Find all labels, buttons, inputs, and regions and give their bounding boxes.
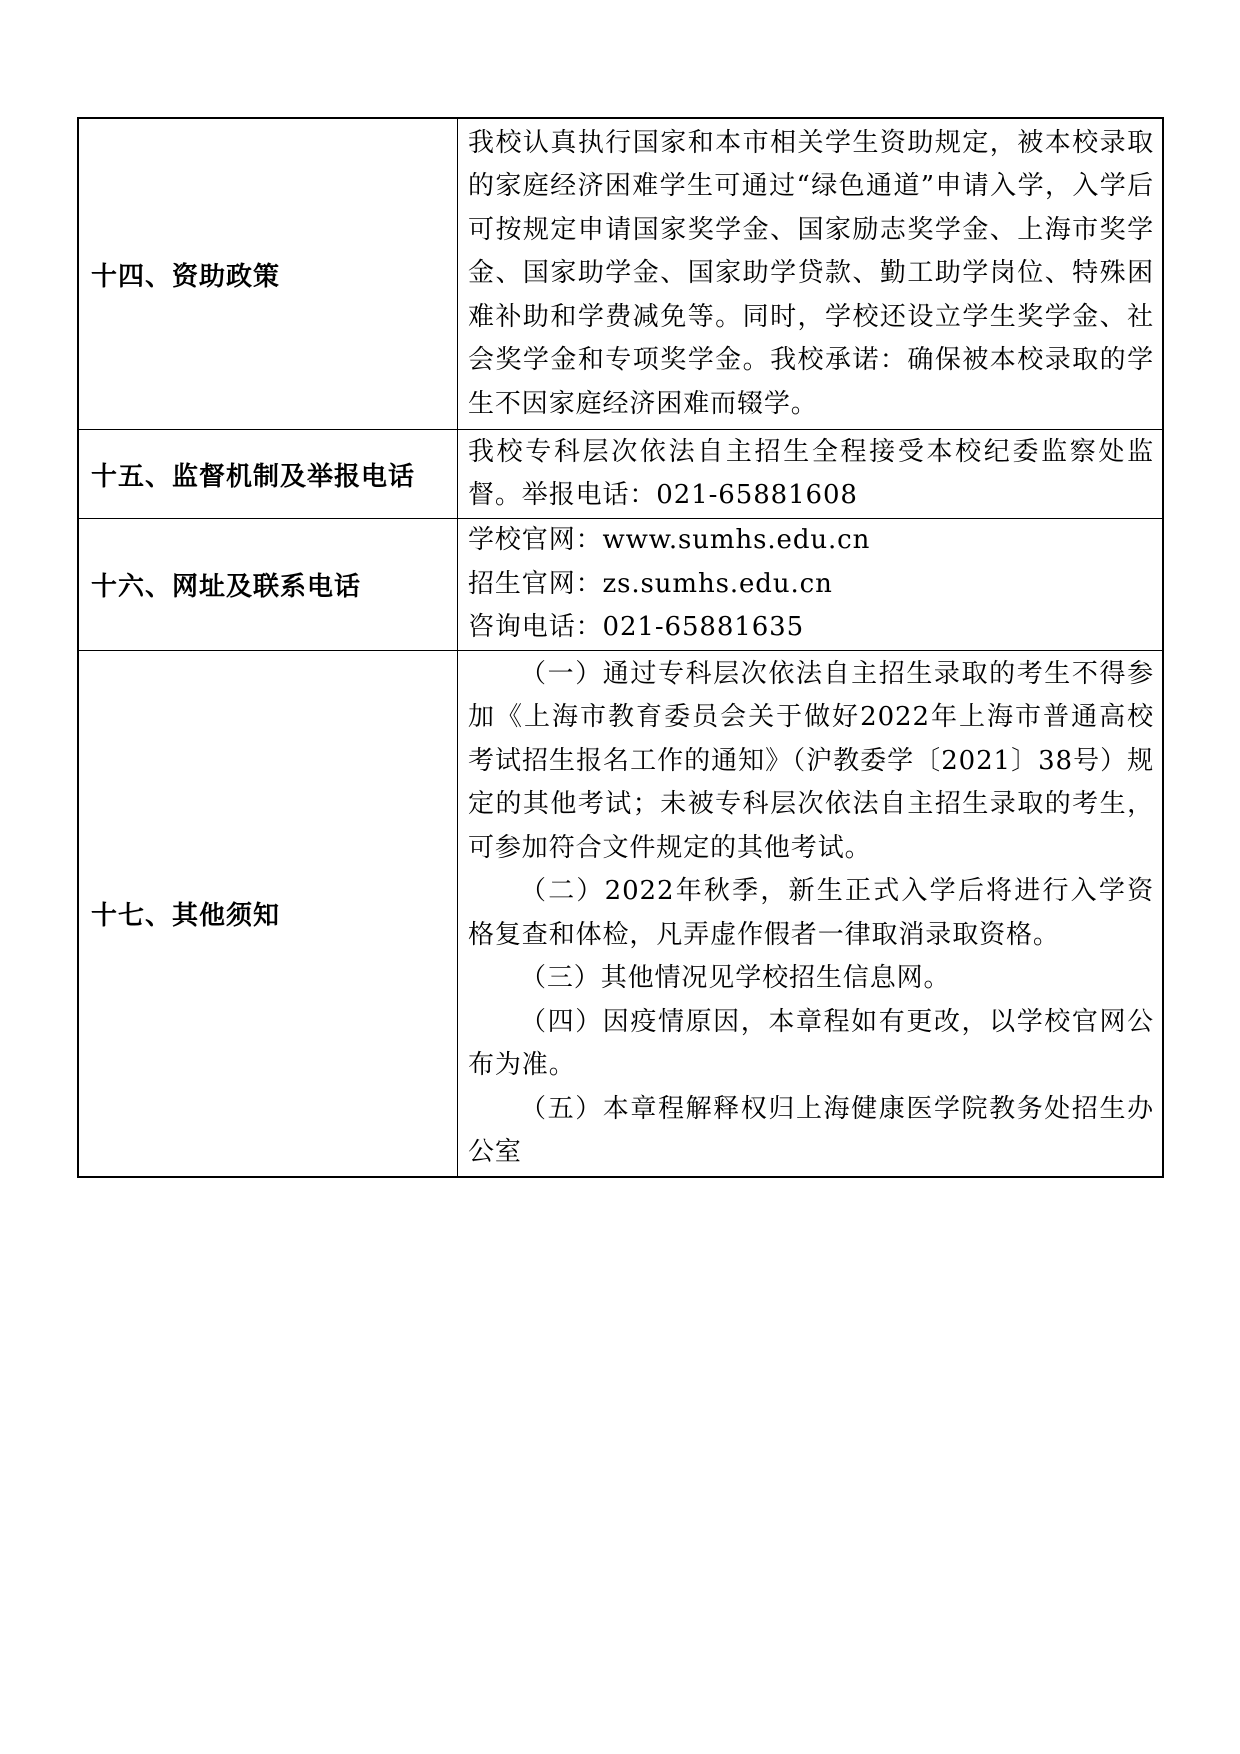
row-content	[458, 118, 1164, 430]
row-content	[458, 430, 1164, 519]
admission-website-line: 招生官网：zs.sumhs.edu.cn	[468, 568, 833, 599]
table-row-supervision	[78, 430, 1163, 519]
note-item-5: （五）本章程解释权归上海健康医学院教务处招生办公室	[468, 1093, 1154, 1167]
consult-phone-line: 咨询电话：021-65881635	[468, 612, 805, 643]
row-label: 十四、资助政策	[78, 118, 458, 430]
row-label: 十六、网址及联系电话	[78, 519, 458, 651]
row-label: 十五、监督机制及举报电话	[78, 430, 458, 519]
note-item-1: （一）通过专科层次依法自主招生录取的考生不得参加《上海市教育委员会关于做好2022年上海市普通高校考试招生报名工作的通知》（沪教委学〔2021〕38号）规定的其他考试；未被专科层次依法自主招生录取的考生，可参加符合文件规定的其他考试。	[468, 658, 1154, 863]
table-row-other-notes	[78, 651, 1163, 1178]
row-label: 十七、其他须知	[78, 651, 458, 1178]
paragraph: 我校专科层次依法自主招生全程接受本校纪委监察处监督。举报电话：021-65881608	[468, 436, 1154, 510]
row-content	[458, 651, 1164, 1178]
row-content	[458, 519, 1164, 651]
paragraph: 我校认真执行国家和本市相关学生资助规定，被本校录取的家庭经济困难学生可通过“绿色通道”申请入学，入学后可按规定申请国家奖学金、国家励志奖学金、上海市奖学金、国家助学金、国家助学贷款、勤工助学岗位、特殊困难补助和学费减免等。同时，学校还设立学生奖学金、社会奖学金和专项奖学金。我校承诺：确保被本校录取的学生不因家庭经济困难而辍学。	[468, 127, 1154, 419]
note-item-2: （二）2022年秋季，新生正式入学后将进行入学资格复查和体检，凡弄虚作假者一律取消录取资格。	[468, 876, 1154, 950]
note-item-4: （四）因疫情原因，本章程如有更改，以学校官网公布为准。	[468, 1006, 1154, 1080]
note-item-3: （三）其他情况见学校招生信息网。	[520, 963, 951, 993]
school-website-line: 学校官网：www.sumhs.edu.cn	[468, 525, 871, 556]
table-row-website-contact	[78, 519, 1163, 651]
table-row-funding-policy	[78, 118, 1163, 430]
admission-rules-table	[77, 117, 1164, 1178]
